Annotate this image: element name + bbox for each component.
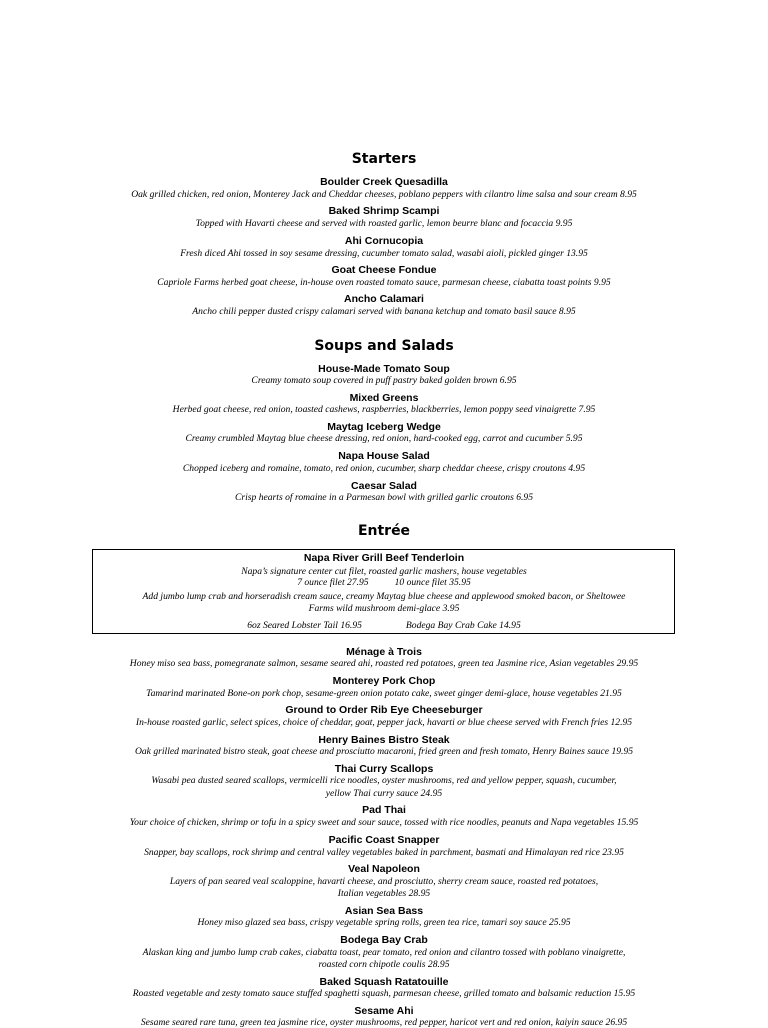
- item-desc: Topped with Havarti cheese and served with roasted garlic, lemon beurre blanc and focaccia 9.95: [195, 218, 573, 229]
- item-desc: Herbed goat cheese, red onion, toasted cashews, raspberries, blackberries, lemon poppy seed vinaigrette 7.95: [172, 404, 596, 415]
- item-desc: Italian vegetables 28.95: [337, 888, 431, 899]
- item-desc: Chopped iceberg and romaine, tomato, red onion, cucumber, sharp cheddar cheese, crispy croutons 4.95: [182, 463, 586, 474]
- item-desc: Oak grilled marinated bistro steak, goat cheese and prosciutto macaroni, fried green and fresh tomato, Henry Baines sauce 19.95: [134, 746, 634, 757]
- featured-addon-2: Farms wild mushroom demi-glace 3.95: [308, 603, 460, 614]
- item-name: Sesame Ahi: [354, 1005, 414, 1017]
- item-name: Baked Shrimp Scampi: [328, 205, 440, 217]
- item-desc: Honey miso glazed sea bass, crispy vegetable spring rolls, green tea rice, tamari soy sauce 25.95: [197, 917, 571, 928]
- item-name: Thai Curry Scallops: [334, 763, 434, 775]
- item-desc: roasted corn chipotle coulis 28.95: [318, 959, 450, 970]
- item-desc: Layers of pan seared veal scaloppine, havarti cheese, and prosciutto, sherry cream sauce, roasted red potatoes,: [169, 876, 599, 887]
- item-name: Boulder Creek Quesadilla: [320, 176, 448, 188]
- item-desc: Wasabi pea dusted seared scallops, vermicelli rice noodles, oyster mushrooms, red and yellow pepper, squash, cucumber,: [151, 775, 617, 786]
- item-desc: Capriole Farms herbed goat cheese, in-house oven roasted tomato sauce, parmesan cheese, ciabatta toast points 9.95: [157, 277, 611, 288]
- item-desc: yellow Thai curry sauce 24.95: [325, 788, 443, 799]
- item-name: Mixed Greens: [349, 392, 419, 404]
- section-title-soups: Soups and Salads: [314, 338, 454, 354]
- item-name: Pad Thai: [362, 804, 406, 816]
- item-name: Henry Baines Bistro Steak: [318, 734, 450, 746]
- featured-sides: [0, 620, 768, 631]
- item-desc: Honey miso sea bass, pomegranate salmon, sesame seared ahi, roasted red potatoes, green tea Jasmine rice, Asian vegetables 29.95: [129, 658, 639, 669]
- item-name: Maytag Iceberg Wedge: [327, 421, 441, 433]
- item-desc: Your choice of chicken, shrimp or tofu in a spicy sweet and sour sauce, tossed with rice noodles, peanuts and Napa vegetables 15.95: [129, 817, 639, 828]
- featured-addon: Add jumbo lump crab and horseradish cream sauce, creamy Maytag blue cheese and applewood smoked bacon, or Sheltowee: [142, 591, 626, 602]
- item-desc: Oak grilled chicken, red onion, Monterey Jack and Cheddar cheeses, poblano peppers with cilantro lime salsa and sour cream 8.95: [131, 189, 637, 200]
- item-desc: Alaskan king and jumbo lump crab cakes, ciabatta toast, pear tomato, red onion and cilantro tossed with poblano vinaigrette,: [142, 947, 626, 958]
- section-title-entree: Entrée: [357, 523, 411, 539]
- item-desc: Ancho chili pepper dusted crispy calamari served with banana ketchup and tomato basil sauce 8.95: [192, 306, 576, 317]
- item-desc: Creamy tomato soup covered in puff pastry baked golden brown 6.95: [251, 375, 517, 386]
- item-desc: Fresh diced Ahi tossed in soy sesame dressing, cucumber tomato salad, wasabi aioli, pickled ginger 13.95: [180, 248, 588, 259]
- item-desc: Sesame seared rare tuna, green tea jasmine rice, oyster mushrooms, red pepper, haricot vert and red onion, kaiyin sauce 26.95: [140, 1017, 628, 1028]
- item-name: Caesar Salad: [351, 480, 417, 492]
- item-name: Ancho Calamari: [344, 293, 424, 305]
- item-name: Asian Sea Bass: [344, 905, 424, 917]
- item-name: Ahi Cornucopia: [344, 235, 424, 247]
- item-name: Monterey Pork Chop: [332, 675, 436, 687]
- item-desc: Snapper, bay scallops, rock shrimp and central valley vegetables baked in parchment, basmati and Himalayan red rice 23.95: [144, 847, 624, 858]
- item-name: Goat Cheese Fondue: [331, 264, 437, 276]
- featured-desc: Napa’s signature center cut filet, roasted garlic mashers, house vegetables: [241, 566, 527, 577]
- featured-prices: [0, 577, 768, 588]
- item-name: House-Made Tomato Soup: [318, 363, 450, 375]
- item-desc: In-house roasted garlic, select spices, choice of cheddar, goat, pepper jack, havarti or blue cheese served with French fries 12.95: [135, 717, 633, 728]
- price-10oz: 10 ounce filet 35.95: [394, 577, 471, 588]
- section-title-starters: Starters: [351, 151, 417, 167]
- price-7oz: 7 ounce filet 27.95: [297, 577, 369, 588]
- item-desc: Tamarind marinated Bone-on pork chop, sesame-green onion potato cake, sweet ginger demi-glace, house vegetables 21.95: [146, 688, 622, 699]
- item-desc: Creamy crumbled Maytag blue cheese dressing, red onion, hard-cooked egg, carrot and cucumber 5.95: [185, 433, 583, 444]
- item-desc: Crisp hearts of romaine in a Parmesan bowl with grilled garlic croutons 6.95: [234, 492, 534, 503]
- item-name: Pacific Coast Snapper: [328, 834, 440, 846]
- item-name: Baked Squash Ratatouille: [319, 976, 449, 988]
- item-name: Veal Napoleon: [348, 863, 420, 875]
- item-name: Bodega Bay Crab: [340, 934, 428, 946]
- item-name: Napa House Salad: [338, 450, 430, 462]
- crab-cake: Bodega Bay Crab Cake 14.95: [405, 620, 521, 631]
- lobster-tail: 6oz Seared Lobster Tail 16.95: [247, 620, 362, 631]
- item-name: Ménage à Trois: [346, 646, 422, 658]
- featured-name: Napa River Grill Beef Tenderloin: [303, 552, 465, 564]
- item-name: Ground to Order Rib Eye Cheeseburger: [285, 704, 483, 716]
- item-desc: Roasted vegetable and zesty tomato sauce stuffed spaghetti squash, parmesan cheese, grilled tomato and balsamic reduction 15.95: [132, 988, 636, 999]
